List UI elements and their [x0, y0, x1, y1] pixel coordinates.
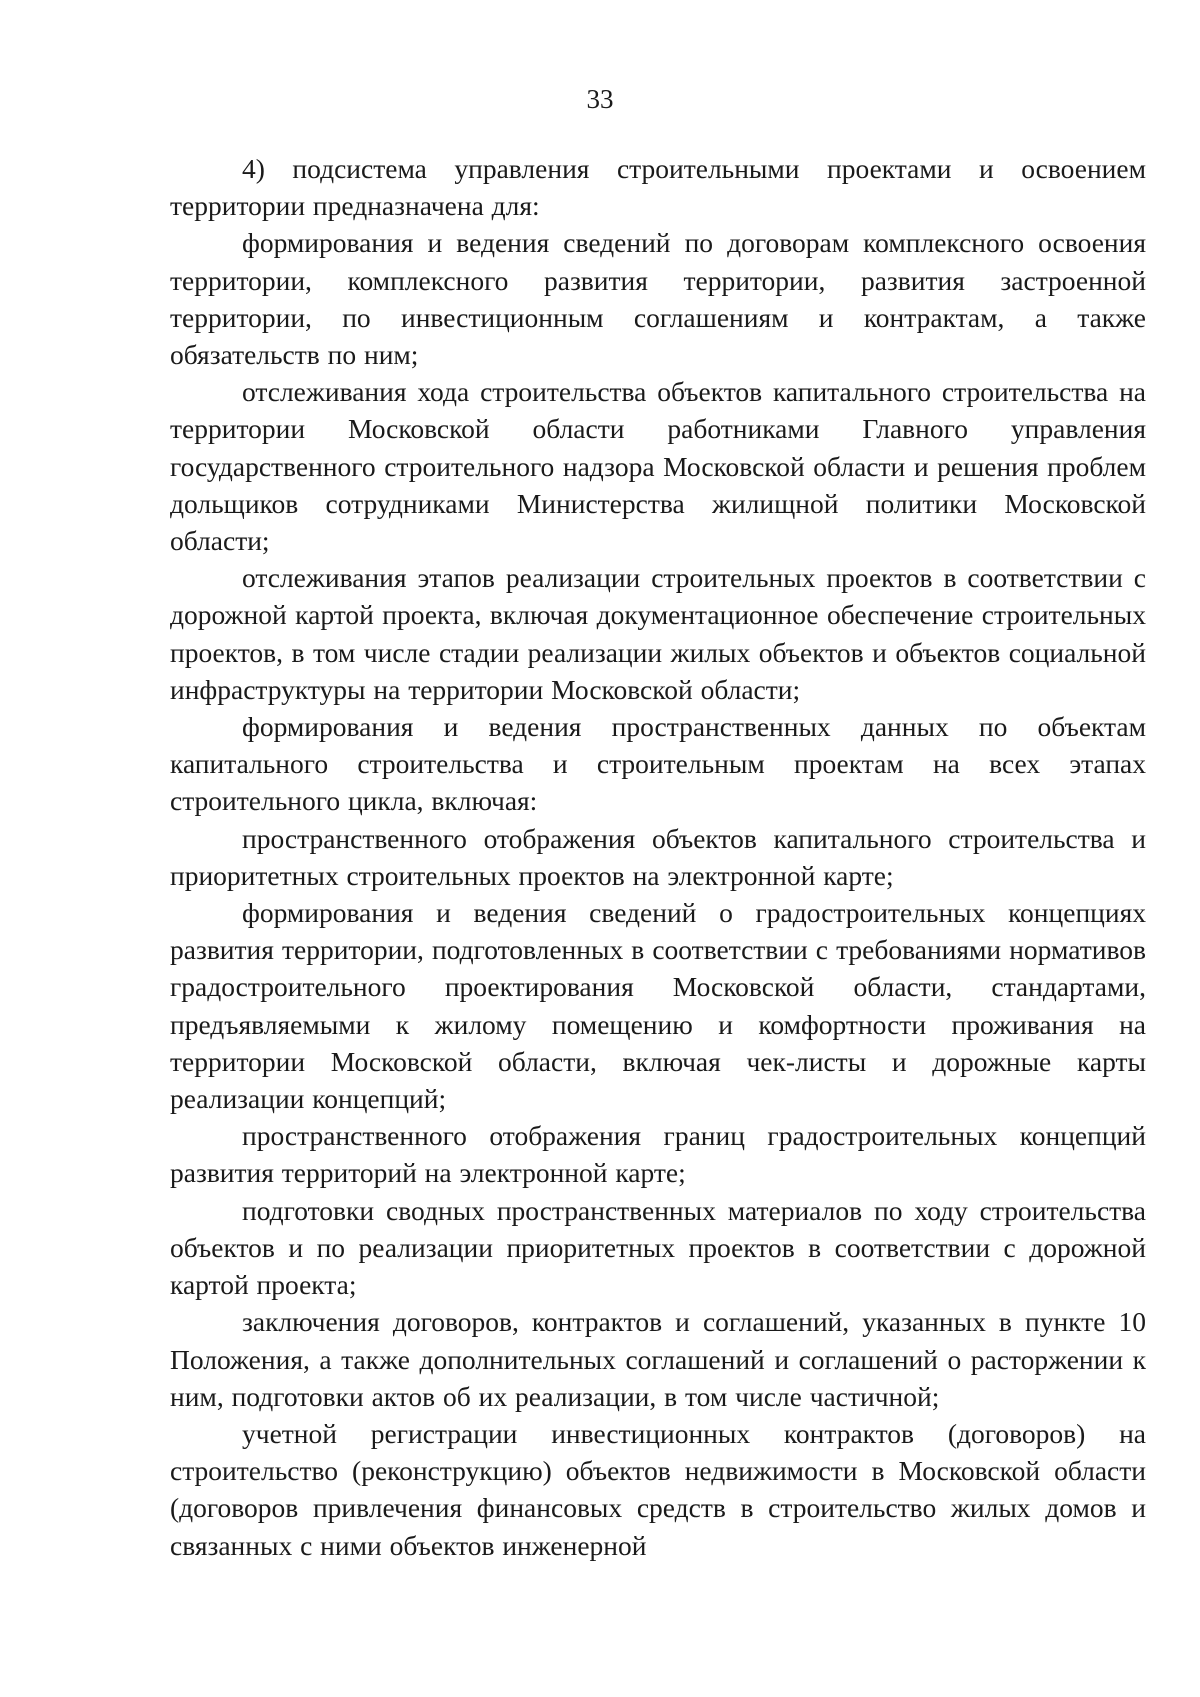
paragraph-spatial-data: формирования и ведения пространственных данных по объектам капитального строительства и строительным проектам на всех этапах строительного цикла, включая: [170, 711, 1146, 817]
paragraph-summary-materials: подготовки сводных пространственных материалов по ходу строительства объектов и по реализации приоритетных проектов в соответствии с дорожной картой проекта; [170, 1194, 1146, 1301]
paragraph-project-stages: отслеживания этапов реализации строительных проектов в соответствии с дорожной картой проекта, включая документационное обеспечение строительных проектов, в том числе стадии реализации жилых объектов и объектов социальной инфраструктуры на территории Московской области; [170, 562, 1146, 705]
paragraph-agreements: формирования и ведения сведений по договорам комплексного освоения территории, комплексного развития территории, развития застроенной территории, по инвестиционным соглашениям и контрактам, а также обязательств по ним; [170, 227, 1146, 371]
paragraph-construction-tracking: отслеживания хода строительства объектов капитального строительства на территории Московской области работниками Главного управления государственного строительного надзора Московской области и решения проблем дольщиков сотрудниками Министерства жилищной политики Московской области; [170, 376, 1146, 557]
paragraph-subsystem-intro: 4) подсистема управления строительными проектами и освоением территории предназначена для: [170, 153, 1146, 222]
document-body [170, 150, 1146, 1564]
paragraph-contracts: заключения договоров, контрактов и соглашений, указанных в пункте 10 Положения, а также дополнительных соглашений и соглашений о расторжении к ним, подготовки актов об их реализации, в том числе частичной; [170, 1306, 1146, 1412]
paragraph-spatial-display: пространственного отображения объектов капитального строительства и приоритетных строительных проектов на электронной карте; [170, 822, 1146, 891]
paragraph-concept-boundaries: пространственного отображения границ градостроительных концепций развития территорий на электронной карте; [170, 1120, 1146, 1189]
page-number: 33 [586, 84, 614, 114]
paragraph-registration: учетной регистрации инвестиционных контрактов (договоров) на строительство (реконструкцию) объектов недвижимости в Московской области (договоров привлечения финансовых средств в строительство жилых домов и связанных с ними объектов инженерной [170, 1417, 1146, 1561]
paragraph-urban-concepts: формирования и ведения сведений о градостроительных концепциях развития территории, подготовленных в соответствии с требованиями нормативов градостроительного проектирования Московской области, стандартами, предъявляемыми к жилому помещению и комфортности проживания на территории Московской области, включая чек-листы и дорожные карты реализации концепций; [170, 897, 1146, 1115]
